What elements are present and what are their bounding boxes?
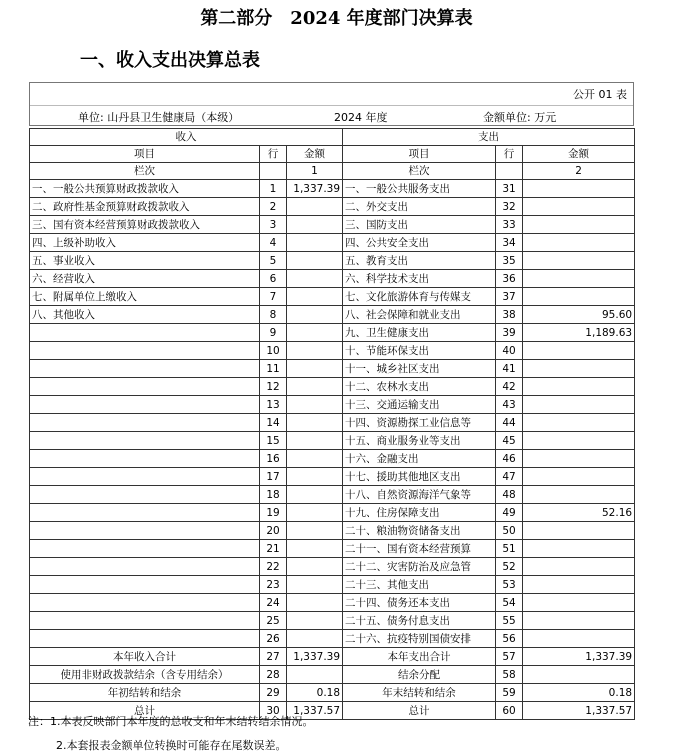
money-unit-label: 金额单位: 万元	[483, 111, 557, 124]
income-item	[30, 450, 260, 468]
income-line: 18	[260, 486, 287, 504]
expense-line: 48	[496, 486, 523, 504]
income-line: 10	[260, 342, 287, 360]
table-row	[30, 378, 635, 396]
table-row	[30, 522, 635, 540]
table-row	[30, 594, 635, 612]
income-header: 收入	[30, 129, 343, 146]
income-item: 使用非财政拨款结余（含专用结余）	[30, 666, 260, 684]
income-amount	[287, 198, 343, 216]
income-line: 4	[260, 234, 287, 252]
table-row	[30, 180, 635, 198]
income-item	[30, 324, 260, 342]
income-item	[30, 612, 260, 630]
summary-row	[30, 666, 635, 684]
income-line: 1	[260, 180, 287, 198]
expense-line: 54	[496, 594, 523, 612]
expense-amount	[523, 180, 635, 198]
table-row	[30, 342, 635, 360]
expense-amount	[523, 630, 635, 648]
table-code: 公开 01 表	[573, 88, 627, 101]
table-row	[30, 396, 635, 414]
income-line: 22	[260, 558, 287, 576]
expense-item: 十九、住房保障支出	[343, 504, 496, 522]
income-line: 30	[260, 702, 287, 720]
expense-line: 58	[496, 666, 523, 684]
expense-line: 37	[496, 288, 523, 306]
income-amount	[287, 234, 343, 252]
income-item: 八、其他收入	[30, 306, 260, 324]
expense-item: 年末结转和结余	[343, 684, 496, 702]
expense-line: 41	[496, 360, 523, 378]
expense-amount	[523, 450, 635, 468]
expense-amount	[523, 486, 635, 504]
expense-line: 45	[496, 432, 523, 450]
table-row	[30, 324, 635, 342]
income-item-header: 项目	[30, 146, 260, 163]
expense-amount	[523, 522, 635, 540]
expense-item: 二十四、债务还本支出	[343, 594, 496, 612]
income-amount	[287, 450, 343, 468]
expense-line: 55	[496, 612, 523, 630]
expense-line: 42	[496, 378, 523, 396]
income-item	[30, 342, 260, 360]
income-line: 12	[260, 378, 287, 396]
expense-amount	[523, 342, 635, 360]
expense-line: 34	[496, 234, 523, 252]
income-line: 17	[260, 468, 287, 486]
income-item	[30, 522, 260, 540]
expense-item-header: 项目	[343, 146, 496, 163]
income-column-order-line	[260, 163, 287, 180]
expense-item: 本年支出合计	[343, 648, 496, 666]
income-amount: 0.18	[287, 684, 343, 702]
income-amount	[287, 594, 343, 612]
expense-line: 53	[496, 576, 523, 594]
income-amount: 1,337.39	[287, 180, 343, 198]
expense-amount	[523, 594, 635, 612]
expense-amount: 0.18	[523, 684, 635, 702]
income-column-number: 1	[287, 163, 343, 180]
income-amount	[287, 252, 343, 270]
expense-item: 二十三、其他支出	[343, 576, 496, 594]
expense-item: 十五、商业服务业等支出	[343, 432, 496, 450]
expense-amount	[523, 270, 635, 288]
expense-column-order: 栏次	[343, 163, 496, 180]
income-amount	[287, 414, 343, 432]
expense-line: 56	[496, 630, 523, 648]
income-item	[30, 576, 260, 594]
expense-line: 50	[496, 522, 523, 540]
income-line: 3	[260, 216, 287, 234]
income-line: 13	[260, 396, 287, 414]
income-line: 19	[260, 504, 287, 522]
section-title: 一、收入支出决算总表	[80, 50, 260, 71]
expense-line: 38	[496, 306, 523, 324]
expense-line: 57	[496, 648, 523, 666]
income-line: 24	[260, 594, 287, 612]
income-line: 6	[260, 270, 287, 288]
income-amount: 1,337.39	[287, 648, 343, 666]
table-row	[30, 540, 635, 558]
table-row	[30, 576, 635, 594]
expense-item: 结余分配	[343, 666, 496, 684]
expense-amount	[523, 540, 635, 558]
expense-line: 52	[496, 558, 523, 576]
income-line: 9	[260, 324, 287, 342]
income-amount	[287, 360, 343, 378]
income-amount	[287, 468, 343, 486]
expense-item: 一、一般公共服务支出	[343, 180, 496, 198]
income-column-order: 栏次	[30, 163, 260, 180]
expense-item: 二十六、抗疫特别国债安排	[343, 630, 496, 648]
table-row	[30, 486, 635, 504]
expense-item: 十六、金融支出	[343, 450, 496, 468]
expense-item: 三、国防支出	[343, 216, 496, 234]
income-amount	[287, 342, 343, 360]
table-row	[30, 252, 635, 270]
income-amount	[287, 270, 343, 288]
income-item: 四、上级补助收入	[30, 234, 260, 252]
table-row	[30, 432, 635, 450]
income-line: 8	[260, 306, 287, 324]
expense-line: 31	[496, 180, 523, 198]
expense-amount	[523, 288, 635, 306]
income-item	[30, 468, 260, 486]
income-amount	[287, 576, 343, 594]
note-2: 2.本套报表金额单位转换时可能存在尾数误差。	[56, 739, 287, 752]
table-row	[30, 468, 635, 486]
expense-line: 47	[496, 468, 523, 486]
income-amount	[287, 396, 343, 414]
expense-line: 49	[496, 504, 523, 522]
income-item: 三、国有资本经营预算财政拨款收入	[30, 216, 260, 234]
expense-amount	[523, 378, 635, 396]
income-item	[30, 360, 260, 378]
expense-amount	[523, 666, 635, 684]
income-line: 5	[260, 252, 287, 270]
expense-amount	[523, 558, 635, 576]
income-item	[30, 378, 260, 396]
income-item: 二、政府性基金预算财政拨款收入	[30, 198, 260, 216]
expense-item: 二、外交支出	[343, 198, 496, 216]
expense-line: 35	[496, 252, 523, 270]
income-amount	[287, 378, 343, 396]
table-row	[30, 234, 635, 252]
expense-item: 总计	[343, 702, 496, 720]
income-amount	[287, 216, 343, 234]
expense-line: 43	[496, 396, 523, 414]
expense-amount: 52.16	[523, 504, 635, 522]
income-amount: 1,337.57	[287, 702, 343, 720]
income-amount	[287, 504, 343, 522]
table-row	[30, 270, 635, 288]
expense-amount: 95.60	[523, 306, 635, 324]
expense-amount	[523, 432, 635, 450]
income-item	[30, 558, 260, 576]
table-row	[30, 450, 635, 468]
table-row	[30, 630, 635, 648]
income-line: 15	[260, 432, 287, 450]
table-row	[30, 504, 635, 522]
expense-item: 十四、资源勘探工业信息等	[343, 414, 496, 432]
income-item: 六、经营收入	[30, 270, 260, 288]
income-item: 年初结转和结余	[30, 684, 260, 702]
part-title: 第二部分 2024 年度部门决算表	[200, 8, 473, 29]
income-item	[30, 540, 260, 558]
income-item	[30, 504, 260, 522]
unit-label: 单位: 山丹县卫生健康局（本级）	[78, 111, 240, 124]
expense-amount	[523, 216, 635, 234]
income-line: 2	[260, 198, 287, 216]
income-item: 总计	[30, 702, 260, 720]
expense-amount	[523, 576, 635, 594]
income-line: 28	[260, 666, 287, 684]
expense-item: 十、节能环保支出	[343, 342, 496, 360]
income-line: 26	[260, 630, 287, 648]
expense-line: 40	[496, 342, 523, 360]
income-amount	[287, 630, 343, 648]
expense-line-header: 行	[496, 146, 523, 163]
income-amount	[287, 558, 343, 576]
expense-item: 六、科学技术支出	[343, 270, 496, 288]
table-row	[30, 306, 635, 324]
expense-amount-header: 金额	[523, 146, 635, 163]
expense-item: 十八、自然资源海洋气象等	[343, 486, 496, 504]
expense-amount	[523, 414, 635, 432]
income-amount	[287, 324, 343, 342]
expense-line: 59	[496, 684, 523, 702]
expense-amount: 1,337.57	[523, 702, 635, 720]
income-line: 21	[260, 540, 287, 558]
expense-amount	[523, 234, 635, 252]
table-meta-row	[30, 105, 633, 126]
expense-line: 33	[496, 216, 523, 234]
income-expense-table	[29, 128, 635, 720]
expense-line: 46	[496, 450, 523, 468]
expense-amount	[523, 252, 635, 270]
expense-line: 36	[496, 270, 523, 288]
expense-item: 二十、粮油物资储备支出	[343, 522, 496, 540]
income-line: 27	[260, 648, 287, 666]
income-line: 14	[260, 414, 287, 432]
expense-amount: 1,337.39	[523, 648, 635, 666]
income-item	[30, 414, 260, 432]
table-row	[30, 612, 635, 630]
expense-item: 二十一、国有资本经营预算	[343, 540, 496, 558]
table-row	[30, 216, 635, 234]
expense-amount	[523, 396, 635, 414]
summary-row	[30, 684, 635, 702]
expense-item: 二十五、债务付息支出	[343, 612, 496, 630]
income-item	[30, 432, 260, 450]
income-line: 16	[260, 450, 287, 468]
income-line: 11	[260, 360, 287, 378]
income-line: 29	[260, 684, 287, 702]
expense-item: 十二、农林水支出	[343, 378, 496, 396]
income-item	[30, 396, 260, 414]
income-amount	[287, 432, 343, 450]
table-header-box	[29, 82, 634, 126]
table-row	[30, 288, 635, 306]
expense-item: 五、教育支出	[343, 252, 496, 270]
income-line: 20	[260, 522, 287, 540]
expense-item: 二十二、灾害防治及应急管	[343, 558, 496, 576]
expense-item: 四、公共安全支出	[343, 234, 496, 252]
income-line: 23	[260, 576, 287, 594]
note-1: 注：1.本表反映部门本年度的总收支和年末结转结余情况。	[28, 715, 314, 728]
expense-item: 七、文化旅游体育与传媒支	[343, 288, 496, 306]
table-row	[30, 558, 635, 576]
income-amount	[287, 612, 343, 630]
expense-line: 39	[496, 324, 523, 342]
expense-item: 十一、城乡社区支出	[343, 360, 496, 378]
expense-header: 支出	[343, 129, 635, 146]
table-row	[30, 360, 635, 378]
expense-column-number: 2	[523, 163, 635, 180]
income-item	[30, 594, 260, 612]
income-amount-header: 金额	[287, 146, 343, 163]
table-row	[30, 414, 635, 432]
expense-amount: 1,189.63	[523, 324, 635, 342]
expense-item: 十三、交通运输支出	[343, 396, 496, 414]
expense-amount	[523, 360, 635, 378]
year-label: 2024 年度	[334, 111, 388, 124]
income-amount	[287, 540, 343, 558]
expense-amount	[523, 198, 635, 216]
expense-line: 60	[496, 702, 523, 720]
income-item	[30, 630, 260, 648]
expense-item: 十七、援助其他地区支出	[343, 468, 496, 486]
income-amount	[287, 522, 343, 540]
income-item: 七、附属单位上缴收入	[30, 288, 260, 306]
income-line-header: 行	[260, 146, 287, 163]
table-row	[30, 198, 635, 216]
expense-line: 32	[496, 198, 523, 216]
summary-row	[30, 648, 635, 666]
expense-line: 44	[496, 414, 523, 432]
expense-item: 八、社会保障和就业支出	[343, 306, 496, 324]
income-amount	[287, 306, 343, 324]
expense-item: 九、卫生健康支出	[343, 324, 496, 342]
expense-line: 51	[496, 540, 523, 558]
income-item: 一、一般公共预算财政拨款收入	[30, 180, 260, 198]
income-item: 本年收入合计	[30, 648, 260, 666]
income-amount	[287, 486, 343, 504]
income-item: 五、事业收入	[30, 252, 260, 270]
income-amount	[287, 666, 343, 684]
income-line: 7	[260, 288, 287, 306]
expense-amount	[523, 612, 635, 630]
income-line: 25	[260, 612, 287, 630]
income-amount	[287, 288, 343, 306]
expense-column-order-line	[496, 163, 523, 180]
income-item	[30, 486, 260, 504]
expense-amount	[523, 468, 635, 486]
